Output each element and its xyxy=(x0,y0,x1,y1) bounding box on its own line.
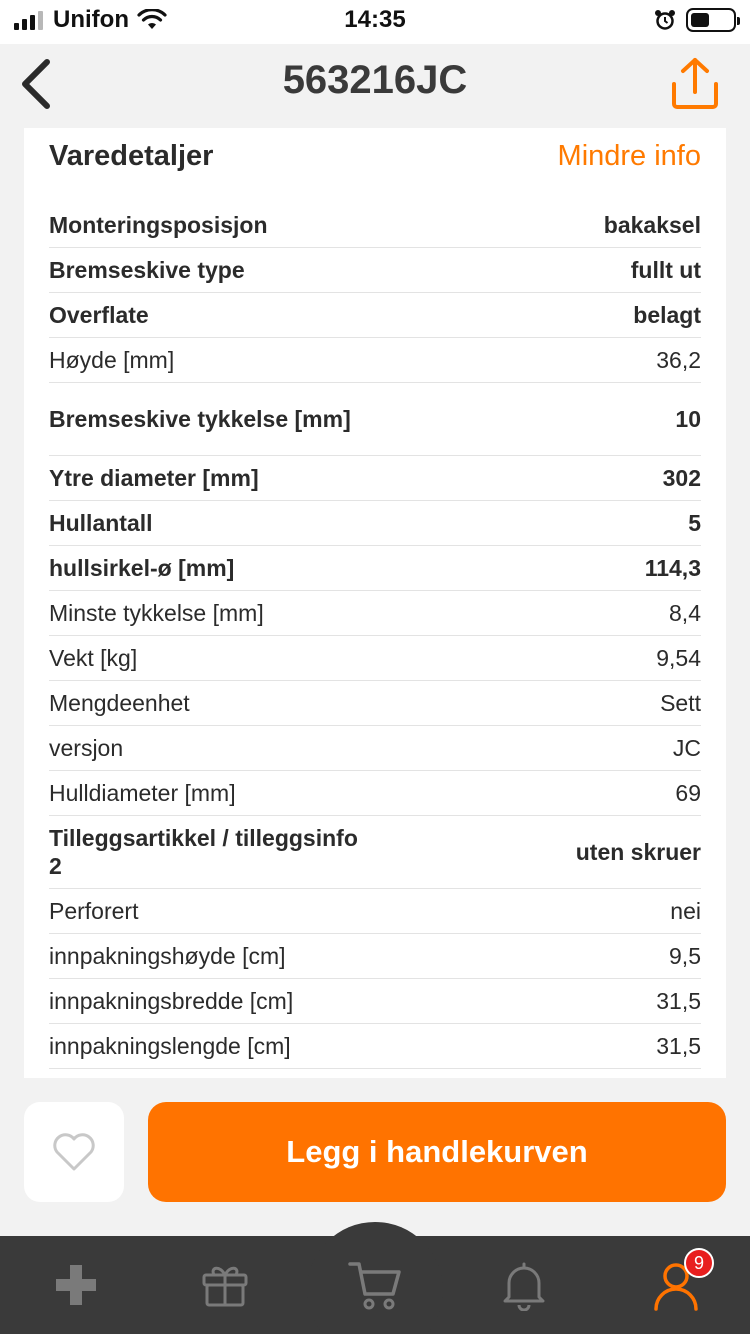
detail-value: 302 xyxy=(662,464,701,491)
favorite-button[interactable] xyxy=(24,1102,124,1202)
tab-catalog[interactable] xyxy=(26,1236,126,1334)
detail-label: Hulldiameter [mm] xyxy=(49,780,236,806)
detail-label: Mengdeenhet xyxy=(49,690,190,716)
detail-row xyxy=(49,1024,701,1069)
detail-label: innpakningshøyde [cm] xyxy=(49,943,286,969)
detail-value: 31,5 xyxy=(656,1032,701,1059)
share-icon xyxy=(670,56,720,110)
action-bar xyxy=(0,1078,750,1236)
detail-value: 36,2 xyxy=(656,346,701,373)
cart-icon xyxy=(347,1258,403,1312)
detail-row xyxy=(49,293,701,338)
detail-label: Hullantall xyxy=(49,510,153,536)
tab-notifications[interactable] xyxy=(474,1236,574,1334)
details-card xyxy=(24,128,726,1078)
detail-value: Sett xyxy=(660,689,701,716)
detail-row xyxy=(49,383,701,456)
tab-profile[interactable] xyxy=(626,1236,726,1334)
heart-icon xyxy=(52,1132,96,1172)
details-title: Varedetaljer xyxy=(49,140,214,172)
status-right xyxy=(654,8,736,32)
detail-value: 31,5 xyxy=(656,987,701,1014)
detail-row xyxy=(49,501,701,546)
detail-label: Høyde [mm] xyxy=(49,347,175,373)
detail-value: uten skruer xyxy=(575,838,701,865)
detail-label: versjon xyxy=(49,735,124,761)
detail-row xyxy=(49,934,701,979)
detail-label: Vekt [kg] xyxy=(49,645,138,671)
detail-value: belagt xyxy=(633,301,701,328)
detail-row xyxy=(49,979,701,1024)
detail-value: bakaksel xyxy=(603,211,701,238)
detail-value: 9,5 xyxy=(669,942,701,969)
carrier-name: Unifon xyxy=(53,6,129,33)
tab-offers[interactable] xyxy=(175,1236,275,1334)
details-header xyxy=(49,140,701,180)
detail-row xyxy=(49,203,701,248)
detail-label: Tilleggsartikkel / tilleggsinfo 2 xyxy=(49,825,358,879)
detail-label: Perforert xyxy=(49,898,139,924)
detail-value: 69 xyxy=(675,779,701,806)
less-info-link[interactable]: Mindre info xyxy=(557,140,701,172)
tab-bar xyxy=(0,1236,750,1334)
tab-cart[interactable] xyxy=(325,1236,425,1334)
detail-label: Bremseskive type xyxy=(49,257,245,283)
parts-icon xyxy=(52,1261,100,1309)
page-title: 563216JC xyxy=(282,58,468,102)
detail-label: innpakningsbredde [cm] xyxy=(49,988,294,1014)
alarm-icon xyxy=(654,9,676,31)
detail-row xyxy=(49,248,701,293)
detail-row xyxy=(49,636,701,681)
battery-icon xyxy=(686,8,736,32)
detail-value: 114,3 xyxy=(644,554,701,581)
detail-value: fullt ut xyxy=(630,256,701,283)
share-button[interactable] xyxy=(670,56,720,110)
status-bar xyxy=(0,0,750,44)
bell-icon xyxy=(500,1259,548,1311)
detail-label: Minste tykkelse [mm] xyxy=(49,600,264,626)
detail-label: hullsirkel-ø [mm] xyxy=(49,555,235,581)
add-to-cart-button[interactable]: Legg i handlekurven xyxy=(148,1102,726,1202)
profile-badge: 9 xyxy=(684,1248,714,1278)
gift-icon xyxy=(200,1261,250,1309)
header xyxy=(0,44,750,128)
detail-label: Bremseskive tykkelse [mm] xyxy=(49,406,351,432)
detail-label: Ytre diameter [mm] xyxy=(49,465,259,491)
detail-value: 5 xyxy=(688,509,701,536)
detail-row xyxy=(49,338,701,383)
detail-row xyxy=(49,771,701,816)
detail-label: innpakningslengde [cm] xyxy=(49,1033,291,1059)
detail-row xyxy=(49,546,701,591)
detail-row xyxy=(49,889,701,934)
detail-value: 10 xyxy=(675,405,701,432)
detail-value: JC xyxy=(672,734,701,761)
detail-row xyxy=(49,726,701,771)
detail-row xyxy=(49,681,701,726)
detail-value: nei xyxy=(670,897,701,924)
detail-label: Overflate xyxy=(49,302,149,328)
details-table xyxy=(49,203,701,1069)
detail-row xyxy=(49,816,701,889)
detail-value: 9,54 xyxy=(656,644,701,671)
detail-row xyxy=(49,591,701,636)
detail-row xyxy=(49,456,701,501)
detail-value: 8,4 xyxy=(669,599,701,626)
detail-label: Monteringsposisjon xyxy=(49,212,268,238)
status-time: 14:35 xyxy=(344,6,406,33)
